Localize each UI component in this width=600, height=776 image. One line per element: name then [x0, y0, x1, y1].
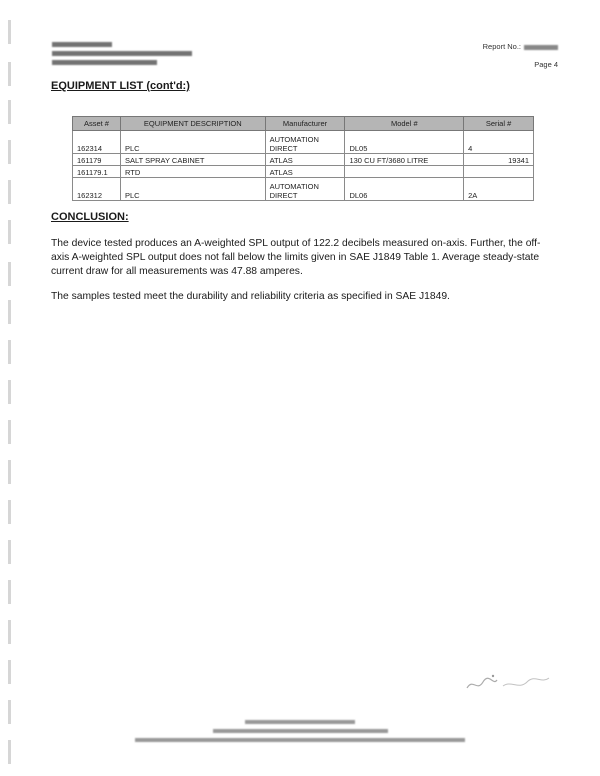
manufacturer-cell	[265, 178, 345, 201]
manufacturer-cell: ATLAS	[265, 154, 345, 166]
footer-redacted	[120, 720, 480, 747]
manufacturer-line2: DIRECT	[269, 144, 298, 153]
report-number-label: Report No.:	[482, 42, 521, 51]
serial-cell	[464, 166, 534, 178]
manufacturer-line1: AUTOMATION	[269, 135, 319, 144]
asset-cell: 162312	[73, 178, 121, 201]
report-number	[483, 42, 558, 51]
description-cell: RTD	[120, 166, 265, 178]
asset-cell: 161179.1	[73, 166, 121, 178]
manufacturer-cell	[265, 131, 345, 154]
col-asset: Asset #	[73, 117, 121, 131]
table-row	[73, 154, 534, 166]
table-row	[73, 178, 534, 201]
binder-edge-marks	[0, 0, 20, 776]
serial-cell: 19341	[464, 154, 534, 166]
signature-mark	[463, 668, 553, 698]
company-header-redacted	[52, 42, 202, 69]
col-model: Model #	[345, 117, 464, 131]
model-cell	[345, 166, 464, 178]
table-header-row	[73, 117, 534, 131]
description-cell: PLC	[120, 131, 265, 154]
report-header	[483, 42, 558, 78]
description-cell: SALT SPRAY CABINET	[120, 154, 265, 166]
col-serial: Serial #	[464, 117, 534, 131]
table-row	[73, 131, 534, 154]
report-number-redacted	[524, 45, 558, 50]
description-cell: PLC	[120, 178, 265, 201]
model-cell: DL05	[345, 131, 464, 154]
asset-cell: 161179	[73, 154, 121, 166]
serial-cell: 4	[464, 131, 534, 154]
table-row	[73, 166, 534, 178]
conclusion-paragraph-1: The device tested produces an A-weighted SPL output of 122.2 decibels measured on-axis. Further, the off-axis A-weighted SPL output does not fall below the limits given in SAE J1849 Table 1. Average steady-state current draw for all measurements was 47.88 amperes.	[51, 238, 541, 277]
page-number: Page 4	[534, 60, 558, 69]
serial-cell: 2A	[464, 178, 534, 201]
model-cell: 130 CU FT/3680 LITRE	[345, 154, 464, 166]
manufacturer-cell: ATLAS	[265, 166, 345, 178]
manufacturer-line2: DIRECT	[269, 191, 298, 200]
col-description: EQUIPMENT DESCRIPTION	[120, 117, 265, 131]
conclusion-title: CONCLUSION:	[51, 211, 129, 223]
asset-cell: 162314	[73, 131, 121, 154]
equipment-table	[72, 116, 534, 201]
model-cell: DL06	[345, 178, 464, 201]
equipment-list-title: EQUIPMENT LIST (cont'd:)	[51, 80, 190, 92]
col-manufacturer: Manufacturer	[265, 117, 345, 131]
manufacturer-line1: AUTOMATION	[269, 182, 319, 191]
conclusion-paragraph-2: The samples tested meet the durability and reliability criteria as specified in SAE J1849.	[51, 291, 450, 302]
